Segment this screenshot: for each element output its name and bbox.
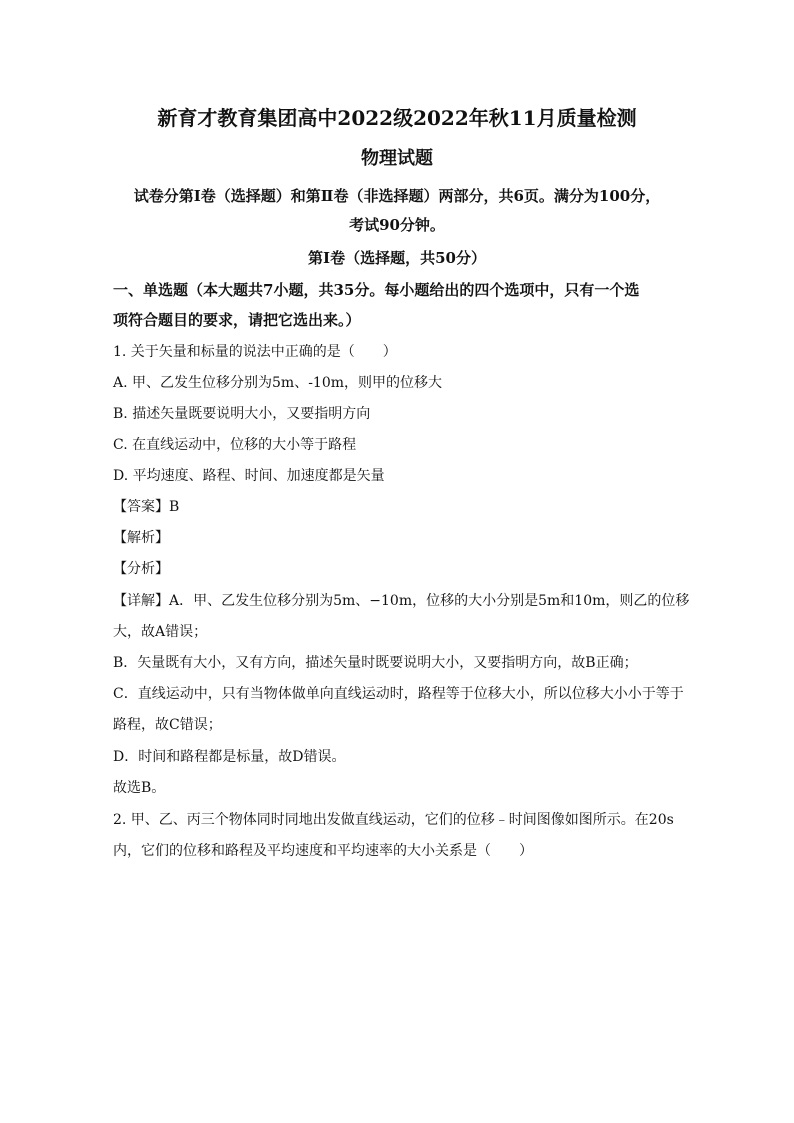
detail-c-line2: 路程，故C错误； — [113, 717, 222, 733]
detail-a-line2: 大，故A错误； — [113, 624, 208, 640]
question-1-stem: 1. 关于矢量和标量的说法中正确的是（ ） — [113, 344, 397, 360]
answer-row — [113, 497, 179, 517]
conclusion: 故选B。 — [113, 780, 166, 796]
exam-info-line1: 试卷分第Ⅰ卷（选择题）和第Ⅱ卷（非选择题）两部分，共6页。满分为100分， — [133, 187, 661, 205]
section-heading-line1: 一、单选题（本大题共7小题，共35分。每小题给出的四个选项中，只有一个选 — [113, 281, 640, 299]
question-2-stem-line1: 2. 甲、乙、丙三个物体同时同地出发做直线运动，它们的位移﹣时间图像如图所示。在20s — [113, 812, 674, 828]
detail-d: D．时间和路程都是标量，故D错误。 — [113, 749, 346, 765]
fenxi-label: 【分析】 — [113, 561, 169, 577]
detail-b: B．矢量既有大小，又有方向，描述矢量时既要说明大小，又要指明方向，故B正确； — [113, 655, 638, 671]
exam-info-line2: 考试90分钟。 — [349, 216, 445, 234]
subject-title: 物理试题 — [361, 148, 433, 169]
question-1-option-d: D. 平均速度、路程、时间、加速度都是矢量 — [113, 468, 385, 484]
analysis-label: 【解析】 — [113, 530, 169, 546]
exam-title: 新育才教育集团高中2022级2022年秋11月质量检测 — [157, 106, 637, 130]
detail-c-line1: C．直线运动中，只有当物体做单向直线运动时，路程等于位移大小，所以位移大小小于等于 — [113, 686, 684, 702]
answer-value: B — [169, 499, 180, 515]
detail-a-text: A．甲、乙发生位移分别为5m、−10m，位移的大小分别是5m和10m，则乙的位移 — [169, 593, 690, 609]
question-2-stem-line2: 内，它们的位移和路程及平均速度和平均速率的大小关系是（ ） — [113, 843, 533, 859]
question-1-option-c: C. 在直线运动中，位移的大小等于路程 — [113, 437, 357, 453]
question-1-option-a: A. 甲、乙发生位移分别为5m、-10m，则甲的位移大 — [113, 375, 443, 391]
part-title: 第Ⅰ卷（选择题，共50分） — [308, 249, 486, 267]
answer-label: 【答案】 — [113, 499, 169, 515]
detail-label: 【详解】 — [113, 593, 169, 609]
section-heading-line2: 项符合题目的要求，请把它选出来。） — [113, 311, 361, 329]
question-1-option-b: B. 描述矢量既要说明大小，又要指明方向 — [113, 406, 371, 422]
detail-a-line1 — [113, 591, 689, 611]
